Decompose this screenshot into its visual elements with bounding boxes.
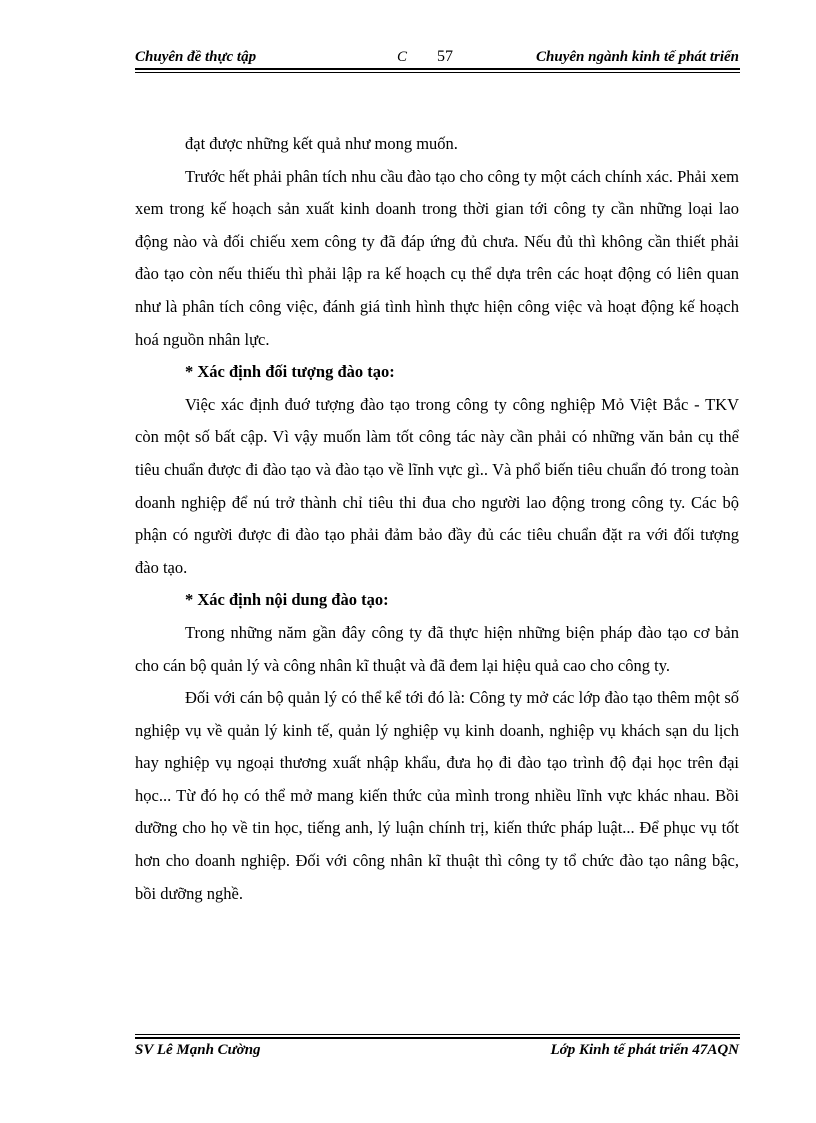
header-document-type: Chuyên đề thực tập [135,49,257,65]
page-body [135,128,739,910]
page-header [135,47,739,69]
paragraph-4: Trong những năm gần đây công ty đã thực hiện những biện pháp đào tạo cơ bản cho cán bộ quản lý và công nhân kĩ thuật và đã đem lại hiệu quả cao cho công ty. [135,622,739,675]
page-footer [135,1040,739,1062]
footer-class-name: Lớp Kinh tế phát triển 47AQN [550,1042,739,1058]
paragraph-2: Trước hết phải phân tích nhu cầu đào tạo cho công ty một cách chính xác. Phải xem xem trong kế hoạch sản xuất kinh doanh trong thời gian tới công ty cần những loại lao động nào và đối chiếu xem công ty đã đáp ứng đủ chưa. Nếu đủ thì không cần thiết phải đào tạo còn nếu thiếu thì phải lập ra kế hoạch cụ thể dựa trên các hoạt động có liên quan như là phân tích công việc, đánh giá tình hình thực hiện công việc và hoạt động kế hoạch hoá nguồn nhân lực. [135,166,739,349]
header-rule-thin [135,72,740,73]
header-major: Chuyên ngành kinh tế phát triển [536,49,739,65]
page-number: 57 [437,48,453,65]
paragraph-5: Đối với cán bộ quản lý có thể kể tới đó là: Công ty mở các lớp đào tạo thêm một số nghiệp vụ về quản lý kinh tế, quản lý nghiệp vụ kinh doanh, nghiệp vụ khách sạn du lịch hay nghiệp vụ ngoại thương xuất nhập khẩu, đưa họ đi đào tạo trình độ đại học trên đại học... Từ đó họ có thể mở mang kiến thức của mình trong nhiều lĩnh vực khác nhau. Bồi dưỡng cho họ về tin học, tiếng anh, lý luận chính trị, kiến thức pháp luật... Để phục vụ tốt hơn cho doanh nghiệp. Đối với công nhân kĩ thuật thì công ty tổ chức đào tạo nâng bậc, bồi dưỡng nghề. [135,688,739,903]
section-heading-content: * Xác định nội dung đào tạo: [185,590,389,610]
footer-rule-thin [135,1034,740,1035]
header-rule [135,68,740,70]
footer-rule [135,1037,740,1039]
paragraph-1: đạt được những kết quả như mong muốn. [185,134,458,153]
footer-student-name: SV Lê Mạnh Cường [135,1042,261,1058]
header-letter: C [397,49,408,65]
paragraph-3: Việc xác định đuớ tượng đào tạo trong công ty công nghiệp Mỏ Việt Bắc - TKV còn một số bất cập. Vì vậy muốn làm tốt công tác này cần phải có những văn bản cụ thể tiêu chuẩn được đi đào tạo và đào tạo về lĩnh vực gì.. Và phổ biến tiêu chuẩn đó trong toàn doanh nghiệp để nú trở thành chỉ tiêu thi đua cho người lao động trong công ty. Các bộ phận có người được đi đào tạo phải đảm bảo đầy đủ các tiêu chuẩn đặt ra với đối tượng đào tạo. [135,394,739,577]
section-heading-target: * Xác định đối tượng đào tạo: [185,362,395,382]
